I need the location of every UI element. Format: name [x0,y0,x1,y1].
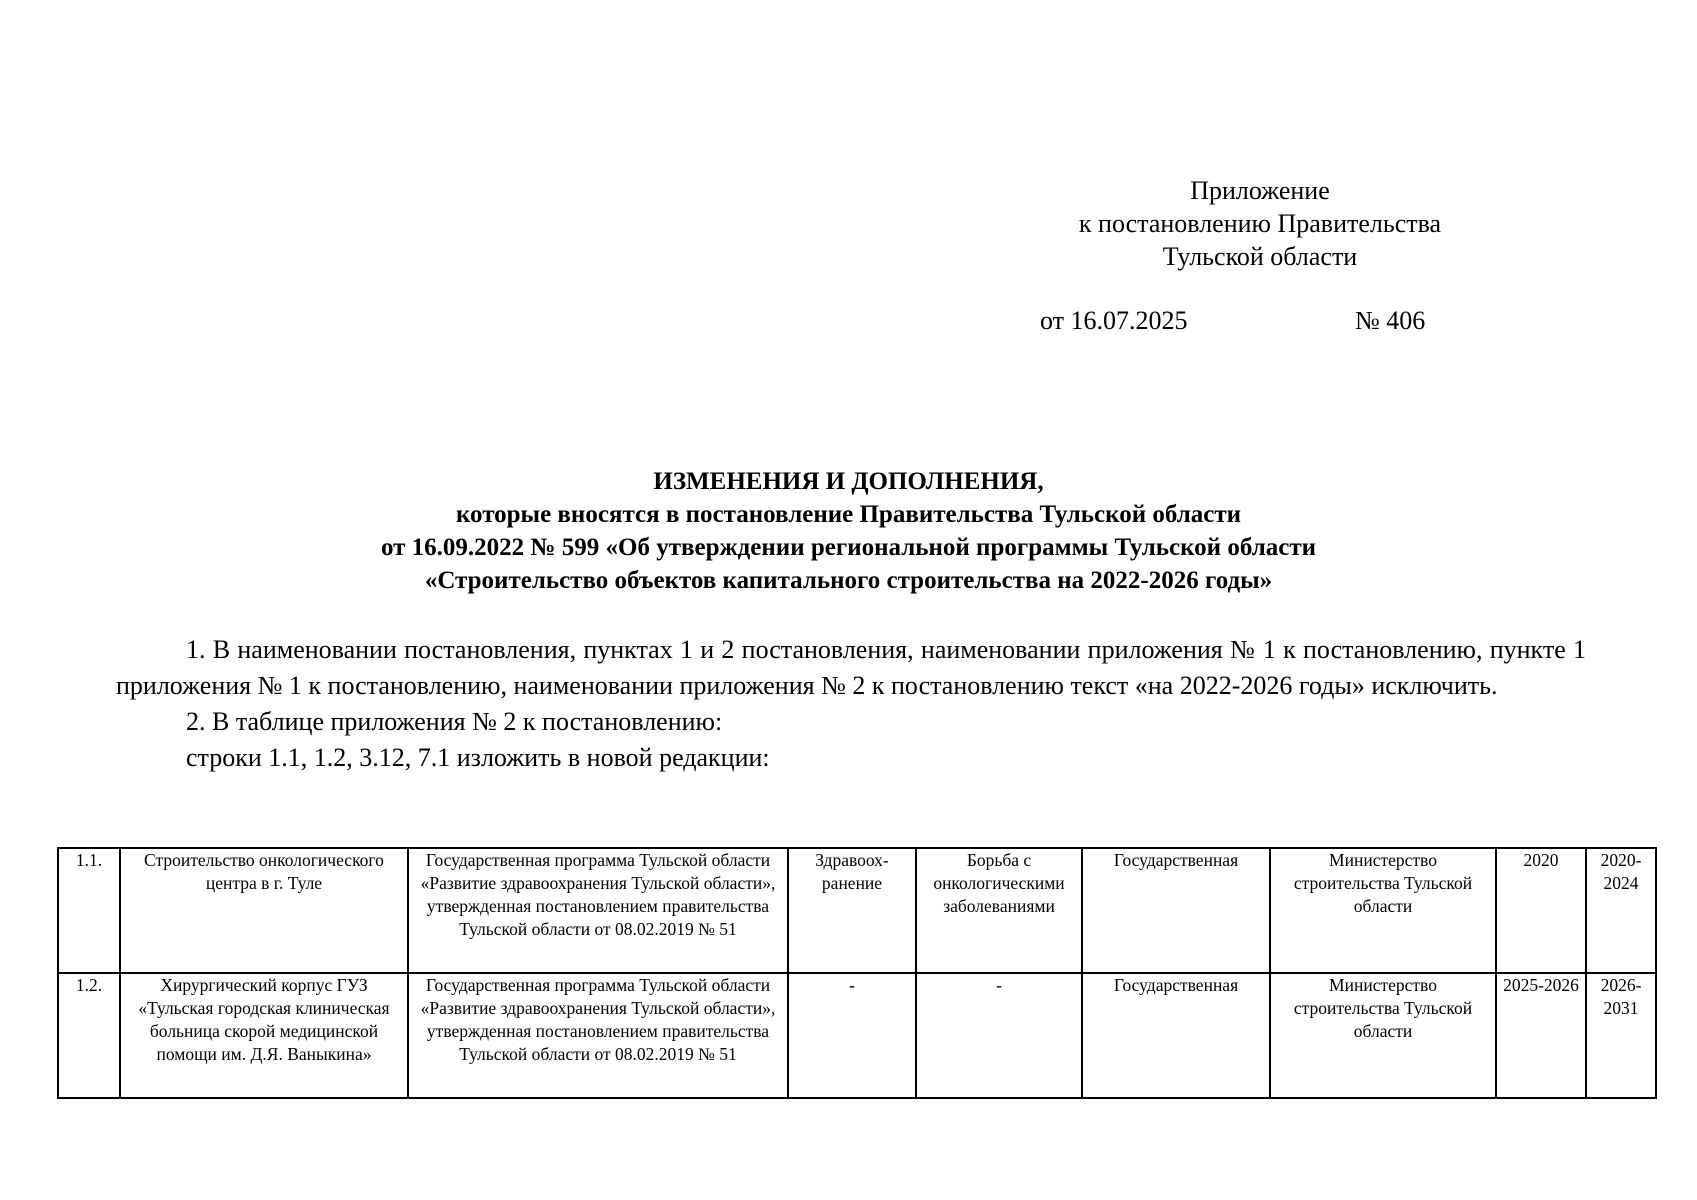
year-period: 2020-2024 [1586,848,1656,973]
row-number: 1.1. [58,848,120,973]
program-name: Государственная программа Тульской области «Развитие здравоохранения Тульской области», утвержденная постановлением правительства Тульской области от 08.02.2019 № 51 [408,848,788,973]
title-line-1: ИЗМЕНЕНИЯ И ДОПОЛНЕНИЯ, [653,468,1044,495]
appendix-date: от 16.07.2025 [1040,306,1188,335]
customer: Министерство строительства Тульской области [1270,973,1496,1098]
year-period: 2026-2031 [1586,973,1656,1098]
paragraph-2: 2. В таблице приложения № 2 к постановлению: [186,707,723,736]
ownership: Государственная [1082,973,1270,1098]
row-number: 1.2. [58,973,120,1098]
table-row [58,973,1656,1098]
object-name: Строительство онкологического центра в г. Туле [120,848,408,973]
title-line-3: от 16.09.2022 № 599 «Об утверждении региональной программы Тульской области [380,534,1317,561]
title-line-2: которые вносятся в постановление Правительства Тульской области [455,501,1242,528]
sphere: - [788,973,916,1098]
document-title [0,465,1697,597]
appendix-label: Приложение [1190,176,1330,205]
sphere: Здравоох-ранение [788,848,916,973]
appendix-reference: к постановлению Правительства [1078,209,1442,238]
table-row [58,848,1656,973]
appendix-header [1060,174,1460,273]
title-line-4: «Строительство объектов капитального строительства на 2022-2026 годы» [424,567,1273,594]
project: Борьба с онкологическими заболеваниями [916,848,1082,973]
year-start: 2025-2026 [1496,973,1586,1098]
year-start: 2020 [1496,848,1586,973]
appendix-number: № 406 [1355,306,1426,335]
appendix-region: Тульской области [1162,242,1358,271]
paragraph-1: 1. В наименовании постановления, пунктах 1 и 2 постановления, наименовании приложения № 1 к постановлению, пункте 1 приложения № 1 к постановлению, наименовании приложения № 2 к постановлению текст «на 2022-2026 годы» исключить. [116,635,1586,700]
document-body [116,632,1586,776]
changes-table [57,847,1657,1099]
project: - [916,973,1082,1098]
program-name: Государственная программа Тульской области «Развитие здравоохранения Тульской области», утвержденная постановлением правительства Тульской области от 08.02.2019 № 51 [408,973,788,1098]
customer: Министерство строительства Тульской области [1270,848,1496,973]
object-name: Хирургический корпус ГУЗ «Тульская городская клиническая больница скорой медицинской помощи им. Д.Я. Ваныкина» [120,973,408,1098]
ownership: Государственная [1082,848,1270,973]
paragraph-3: строки 1.1, 1.2, 3.12, 7.1 изложить в новой редакции: [186,743,770,772]
